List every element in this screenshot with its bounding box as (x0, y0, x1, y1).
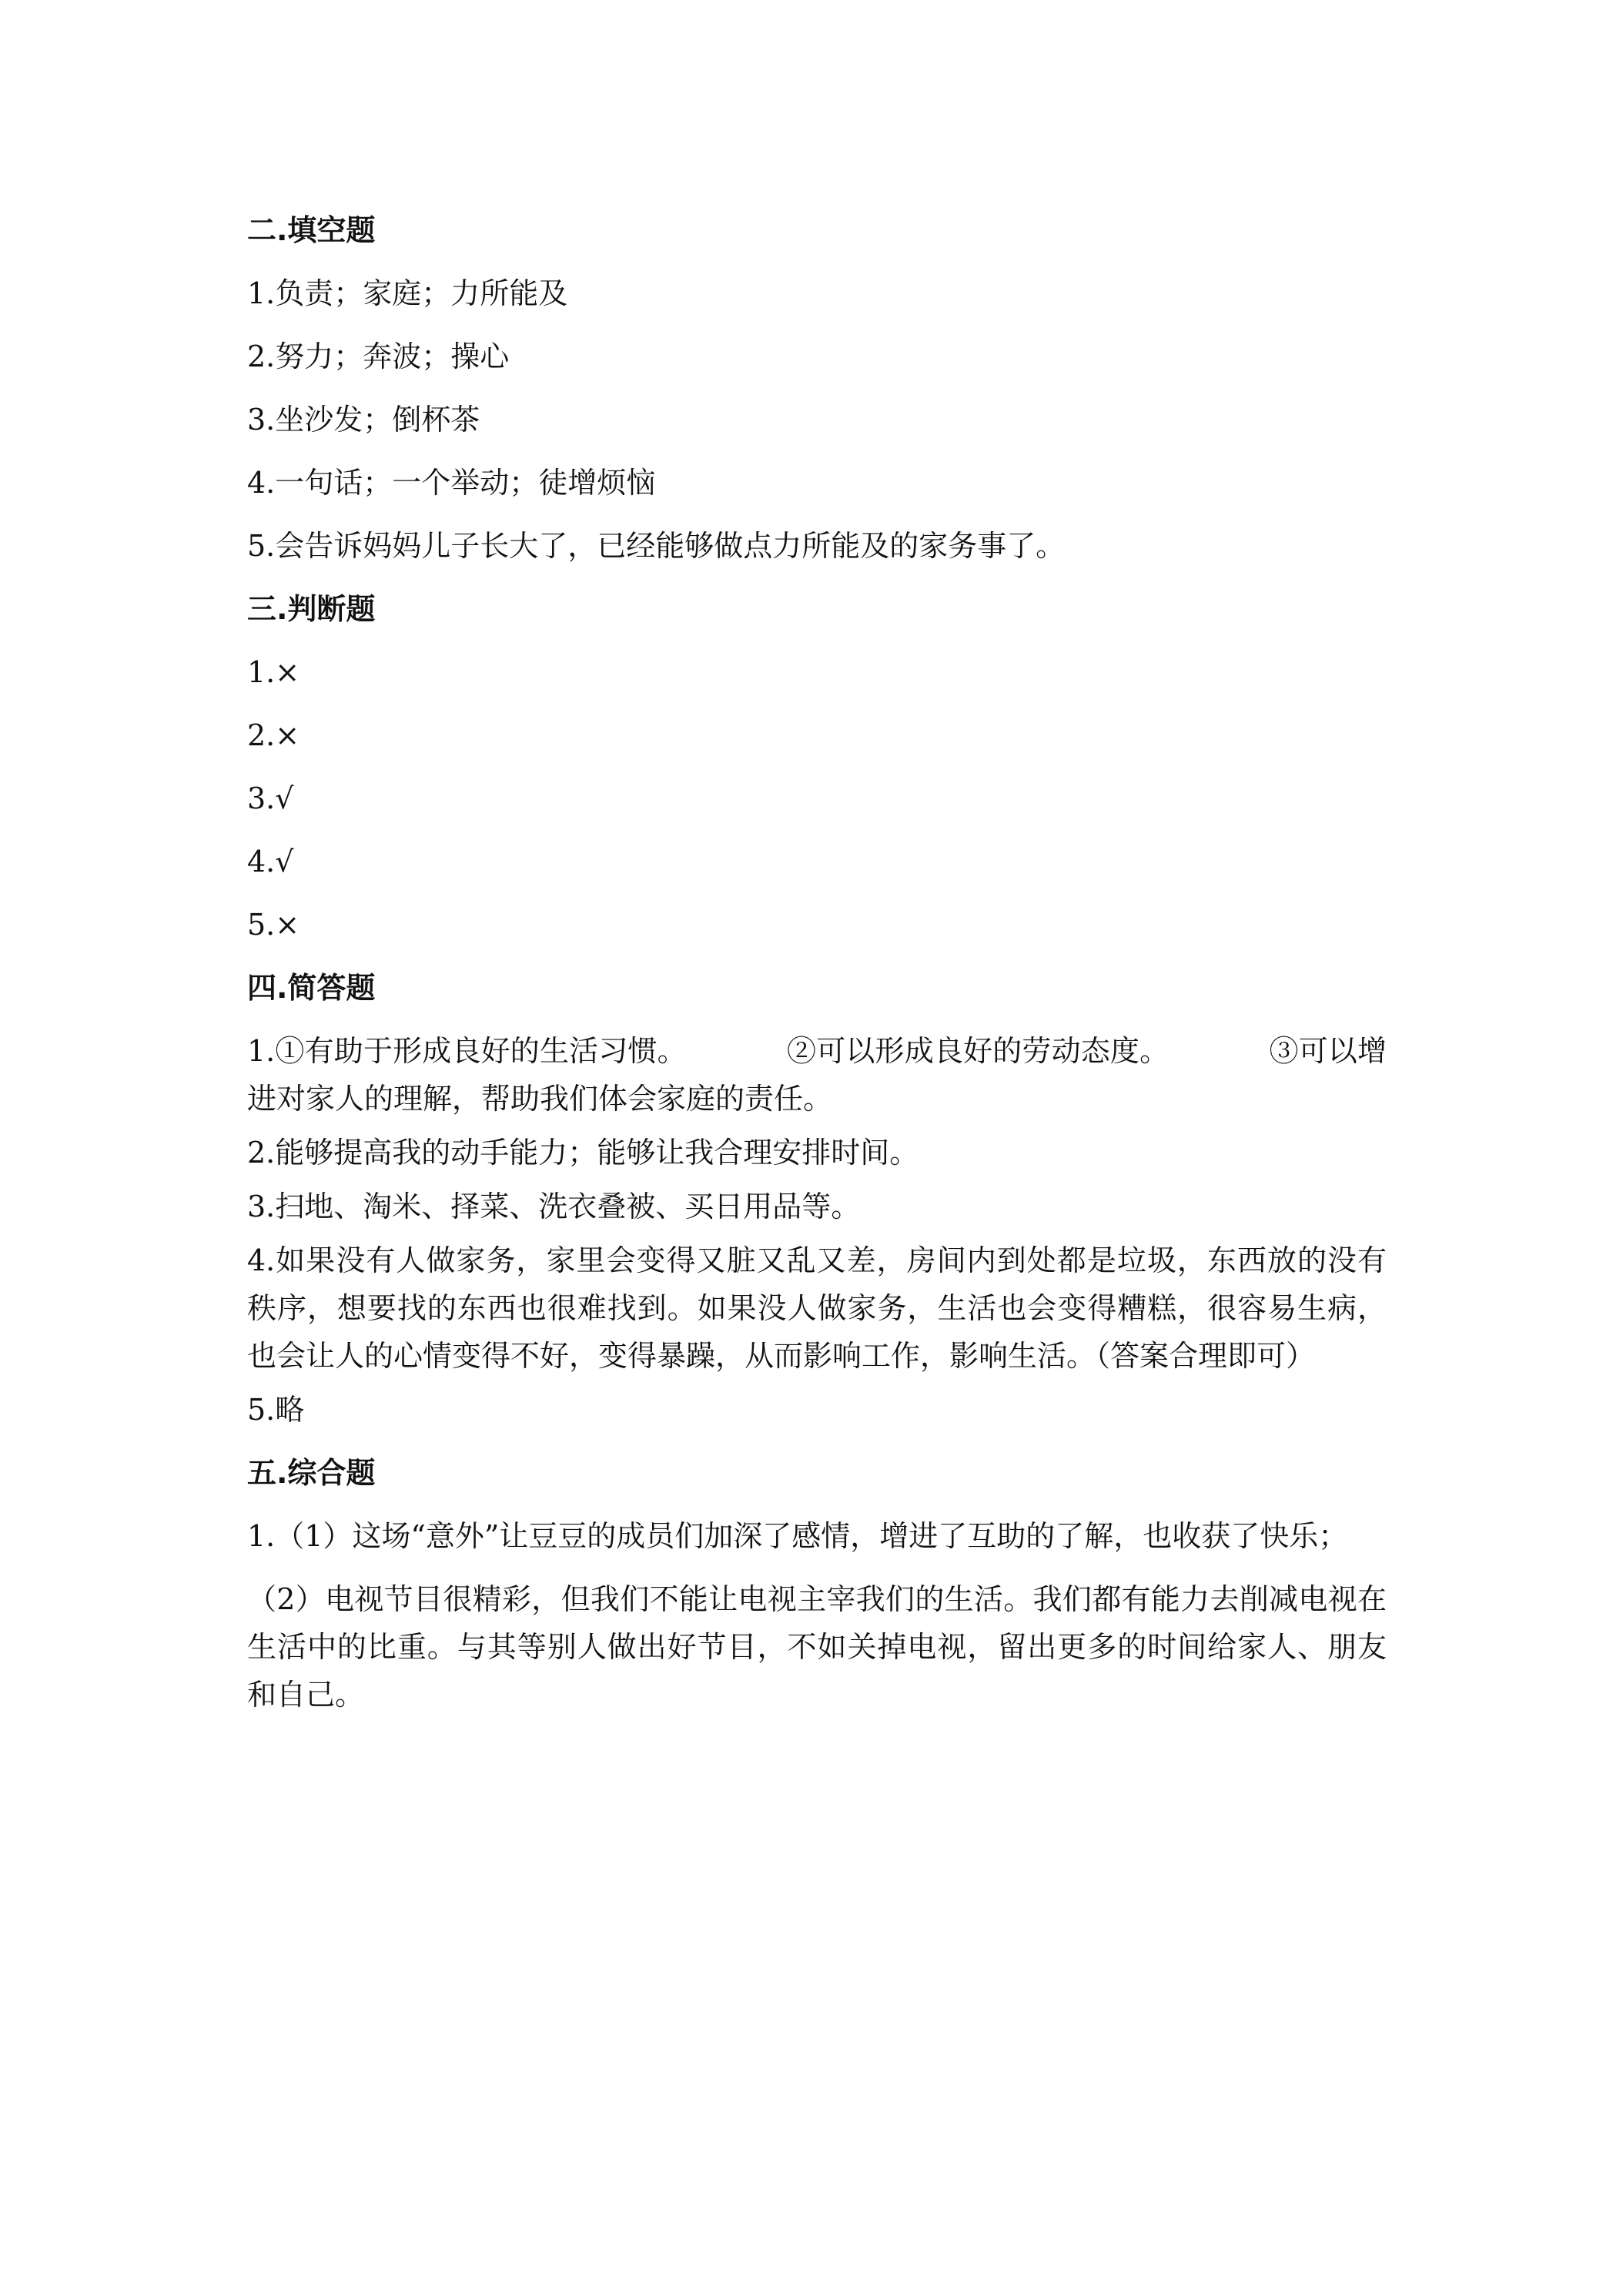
fill-in-answer-4: 4.一句话；一个举动；徒增烦恼 (247, 466, 656, 500)
section-title-short-answer: 四.简答题 (247, 971, 376, 1005)
fill-in-answer-1: 1.负责；家庭；力所能及 (247, 276, 568, 310)
short-answer-5: 5.略 (247, 1393, 305, 1427)
true-false-answer-3: 3.√ (247, 782, 294, 815)
section-title-fill-in: 二.填空题 (247, 213, 376, 247)
short-answer-1-part-2: ②可以形成良好的劳动态度。 (786, 1034, 1170, 1068)
comprehensive-answer-2: （2）电视节目很精彩，但我们不能让电视主宰我们的生活。我们都有能力去削减电视在生活中的比重。与其等别人做出好节目，不如关掉电视，留出更多的时间给家人、朋友和自己。 (247, 1582, 1387, 1712)
short-answer-3: 3.扫地、淘米、择菜、洗衣叠被、买日用品等。 (247, 1190, 861, 1223)
true-false-answer-1: 1.× (247, 655, 300, 689)
short-answer-4: 4.如果没有人做家务，家里会变得又脏又乱又差，房间内到处都是垃圾，东西放的没有秩序，想要找的东西也很难找到。如果没人做家务，生活也会变得糟糕，很容易生病，也会让人的心情变得不好，变得暴躁，从而影响工作，影响生活。（答案合理即可） (247, 1243, 1387, 1373)
short-answer-1-part-3: ③可以增进对家人的理解，帮助我们体会家庭的责任。 (247, 1034, 1387, 1116)
true-false-answer-5: 5.× (247, 908, 300, 942)
comprehensive-answer-1: 1.（1）这场“意外”让豆豆的成员们加深了感情，增进了互助的了解，也收获了快乐； (247, 1519, 1348, 1553)
fill-in-answer-2: 2.努力；奔波；操心 (247, 340, 510, 373)
fill-in-answer-5: 5.会告诉妈妈儿子长大了，已经能够做点力所能及的家务事了。 (247, 529, 1066, 563)
short-answer-1 (247, 1027, 1387, 1123)
fill-in-answer-3: 3.坐沙发；倒杯茶 (247, 403, 480, 437)
true-false-answer-2: 2.× (247, 718, 300, 752)
section-title-comprehensive: 五.综合题 (247, 1456, 376, 1490)
true-false-answer-4: 4.√ (247, 845, 294, 879)
section-title-true-false: 三.判断题 (247, 592, 376, 626)
answer-content (247, 206, 1387, 1734)
short-answer-1-part-1: 1.①有助于形成良好的生活习惯。 (247, 1034, 687, 1068)
short-answer-2: 2.能够提高我的动手能力；能够让我合理安排时间。 (247, 1136, 919, 1170)
